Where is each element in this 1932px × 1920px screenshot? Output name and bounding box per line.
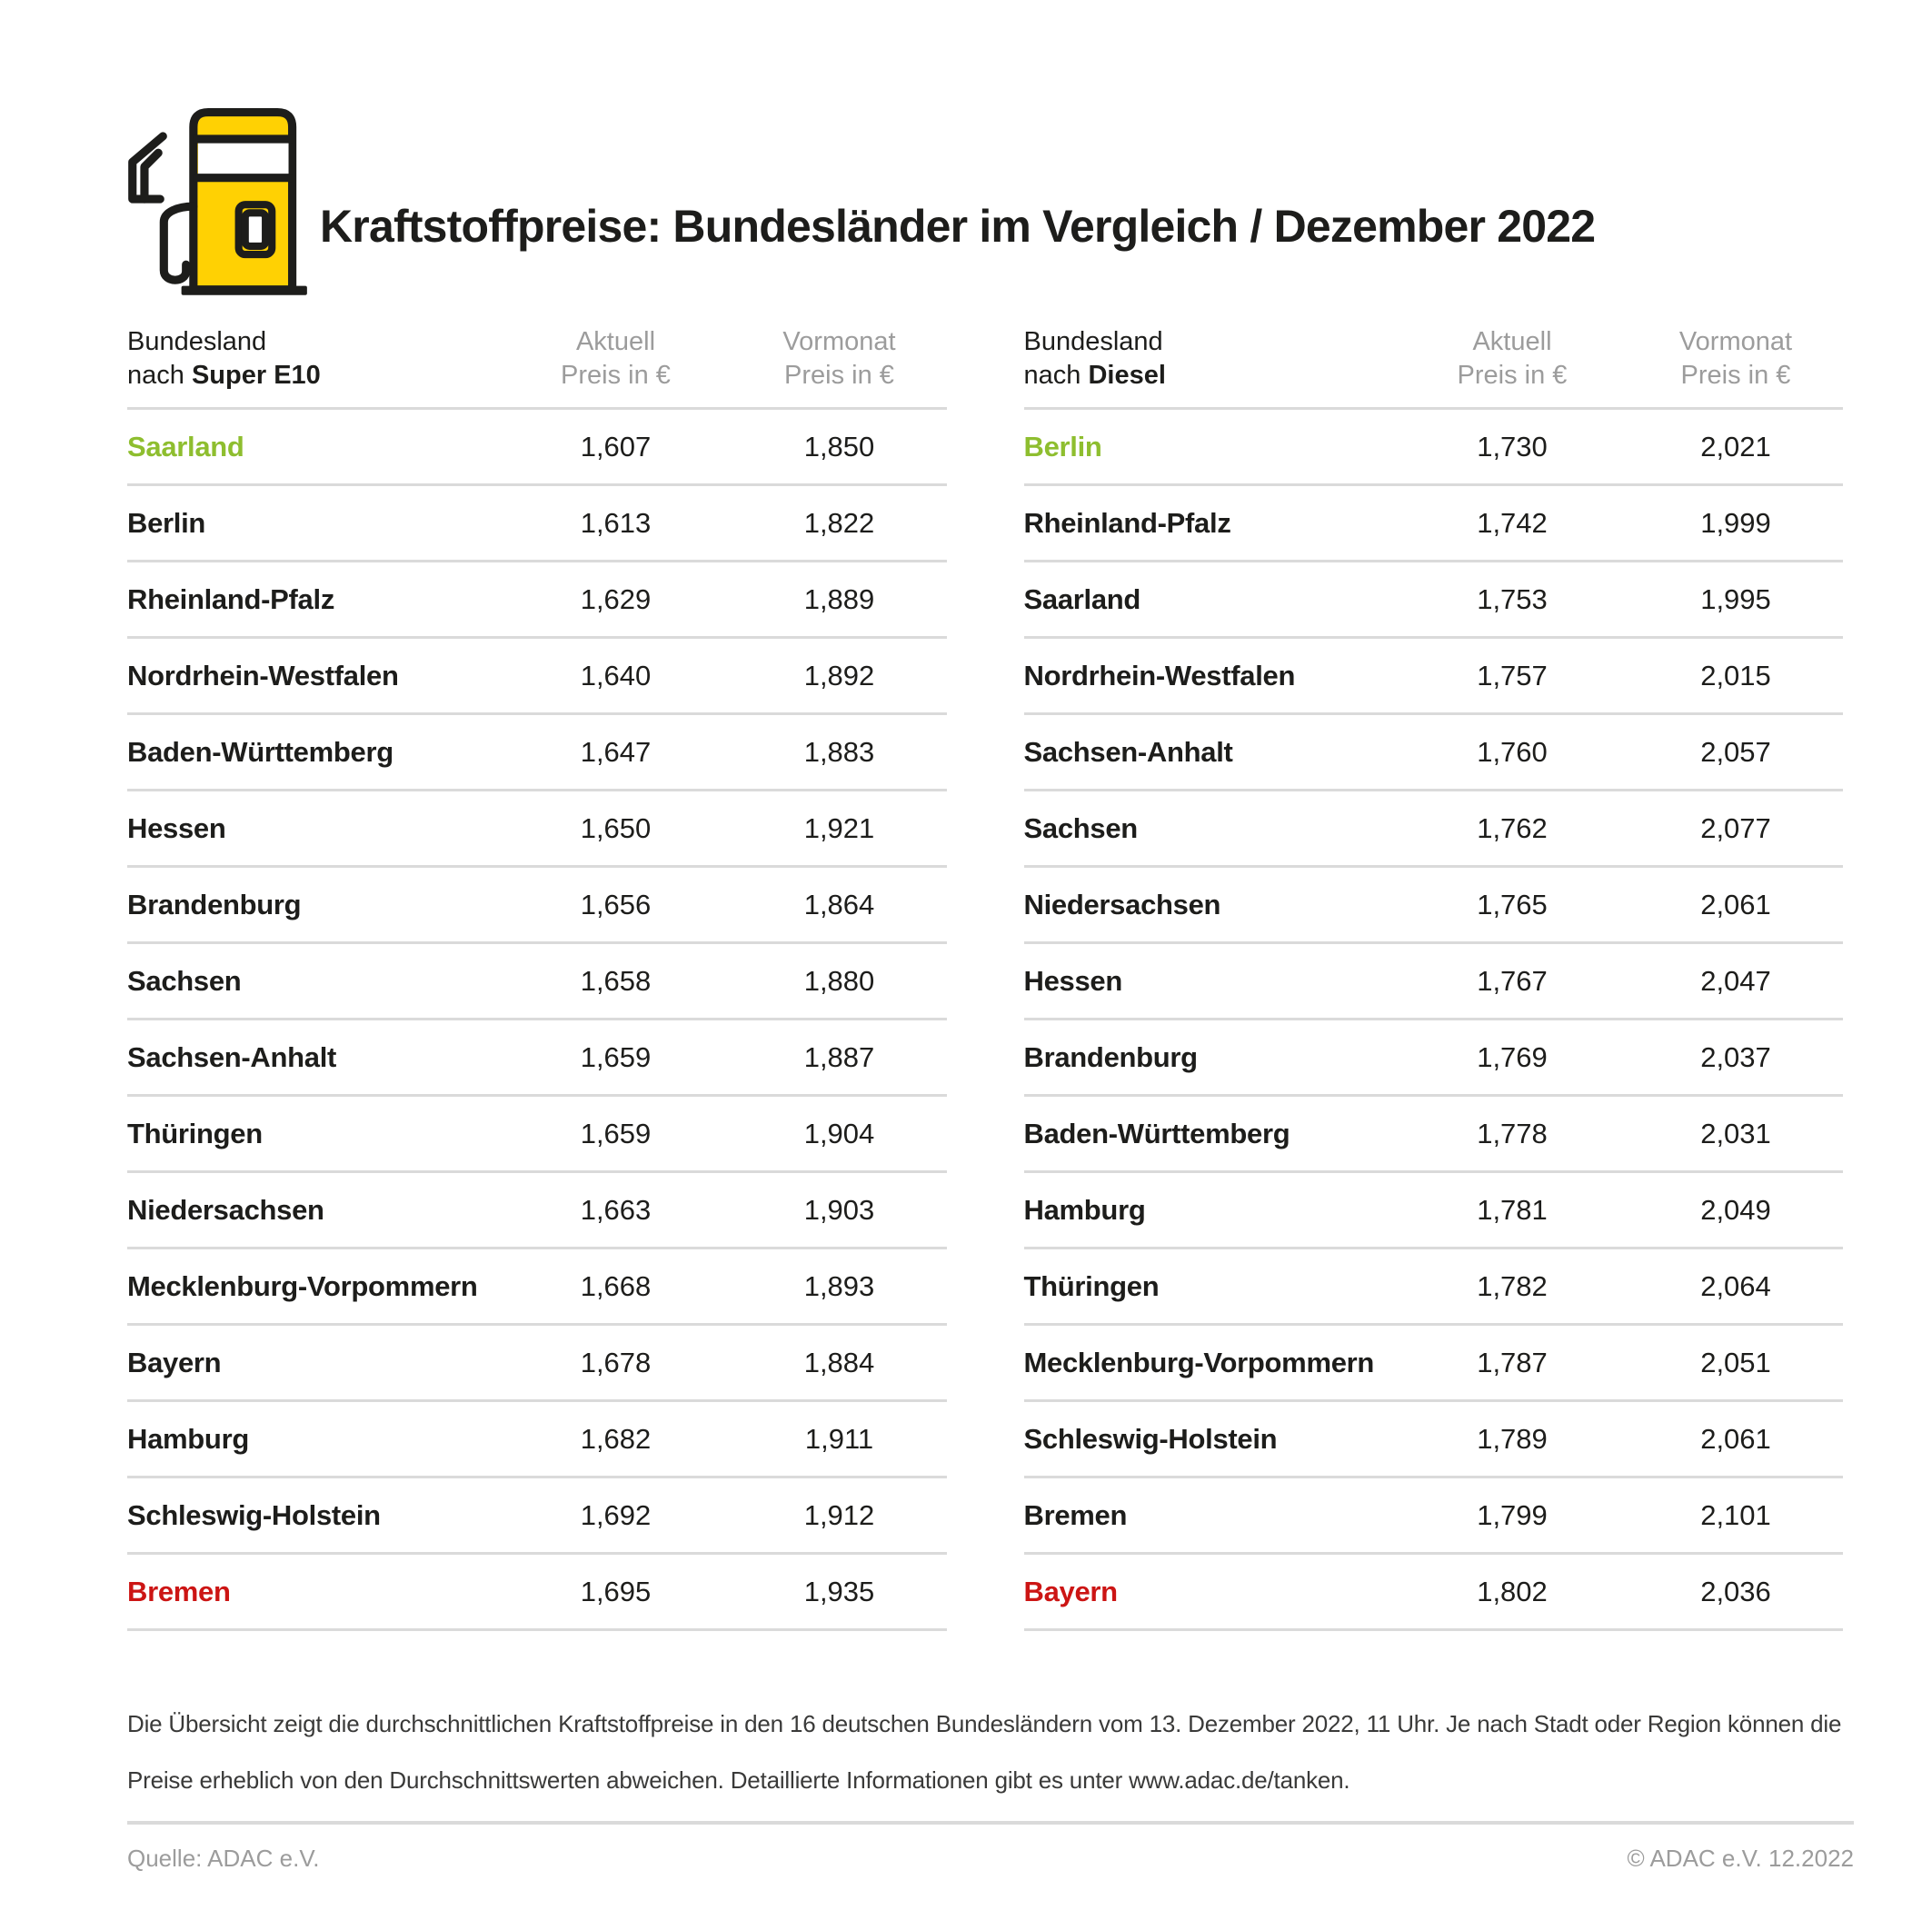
table-row (1024, 636, 1844, 712)
previous-price: 1,892 (803, 659, 875, 691)
previous-price: 1,887 (803, 1040, 875, 1073)
previous-price: 1,889 (803, 582, 875, 615)
state-name: Brandenburg (127, 888, 302, 920)
column-header-bundesland (127, 325, 525, 393)
state-name: Nordrhein-Westfalen (1023, 659, 1296, 691)
current-price: 1,607 (580, 430, 652, 463)
previous-price: 1,880 (803, 964, 875, 997)
state-name: Thüringen (1023, 1269, 1160, 1302)
footnote (127, 1696, 1872, 1808)
table-row (127, 1323, 947, 1399)
current-price: 1,656 (580, 888, 652, 920)
state-name: Hamburg (127, 1422, 249, 1455)
table-row (127, 1018, 947, 1094)
table-row (127, 1399, 947, 1476)
previous-price: 2,015 (1700, 659, 1771, 691)
current-price: 1,778 (1477, 1117, 1548, 1149)
current-price: 1,640 (580, 659, 652, 691)
state-name: Rheinland-Pfalz (127, 582, 335, 615)
price-tables (127, 325, 1843, 1631)
table-row (127, 789, 947, 865)
state-name: Hessen (127, 811, 226, 844)
table-row (1024, 712, 1844, 789)
state-name: Mecklenburg-Vorpommern (127, 1269, 478, 1302)
current-price: 1,647 (580, 735, 652, 768)
column-header-vormonat: Vormonat Preis in € (782, 327, 896, 390)
column-header-bundesland (1024, 325, 1422, 393)
column-header-vormonat: Vormonat Preis in € (1678, 327, 1793, 390)
current-price: 1,762 (1477, 811, 1548, 844)
table-row (1024, 789, 1844, 865)
previous-price: 2,049 (1700, 1193, 1771, 1226)
group-label: Bundesland (127, 327, 267, 356)
current-price: 1,757 (1477, 659, 1548, 691)
table-header-super-e10 (127, 325, 947, 407)
state-name: Baden-Württemberg (127, 735, 393, 768)
state-name: Berlin (1023, 430, 1102, 463)
table-diesel (1024, 325, 1844, 1631)
state-name: Thüringen (127, 1117, 263, 1149)
current-price: 1,787 (1477, 1346, 1548, 1378)
table-row (127, 560, 947, 636)
state-name: Saarland (1023, 582, 1141, 615)
current-price: 1,695 (580, 1575, 652, 1607)
state-name: Brandenburg (1023, 1040, 1198, 1073)
table-row (1024, 1247, 1844, 1323)
state-name: Bremen (1023, 1498, 1128, 1531)
fuel-pump-icon (96, 84, 309, 307)
previous-price: 1,822 (803, 506, 875, 539)
state-name: Bremen (127, 1575, 231, 1607)
current-price: 1,668 (580, 1269, 652, 1302)
table-super-e10 (127, 325, 947, 1631)
current-price: 1,769 (1477, 1040, 1548, 1073)
state-name: Sachsen (127, 964, 242, 997)
table-row (1024, 941, 1844, 1018)
table-row (127, 483, 947, 560)
current-price: 1,742 (1477, 506, 1548, 539)
state-name: Baden-Württemberg (1023, 1117, 1290, 1149)
state-name: Hessen (1023, 964, 1122, 997)
state-name: Sachsen-Anhalt (1023, 735, 1233, 768)
previous-price: 1,911 (804, 1422, 874, 1455)
state-name: Sachsen (1023, 811, 1138, 844)
current-price: 1,802 (1477, 1575, 1548, 1607)
state-name: Rheinland-Pfalz (1023, 506, 1231, 539)
current-price: 1,753 (1477, 582, 1548, 615)
table-row (1024, 1323, 1844, 1399)
table-row (127, 1094, 947, 1170)
table-row (127, 407, 947, 483)
current-price: 1,678 (580, 1346, 652, 1378)
current-price: 1,658 (580, 964, 652, 997)
previous-price: 2,037 (1700, 1040, 1771, 1073)
previous-price: 2,101 (1700, 1498, 1771, 1531)
current-price: 1,765 (1477, 888, 1548, 920)
current-price: 1,659 (580, 1117, 652, 1149)
table-row (127, 636, 947, 712)
page-title: Kraftstoffpreise: Bundesländer im Vergleich / Dezember 2022 (320, 201, 1596, 252)
table-row (1024, 483, 1844, 560)
state-name: Berlin (127, 506, 206, 539)
fuel-prefix: nach (1023, 361, 1089, 390)
previous-price: 1,850 (803, 430, 875, 463)
state-name: Niedersachsen (127, 1193, 324, 1226)
pump-hose (164, 206, 194, 280)
table-row (127, 712, 947, 789)
fuel-name: Diesel (1088, 361, 1166, 390)
previous-price: 1,921 (803, 811, 875, 844)
current-price: 1,629 (580, 582, 652, 615)
state-name: Niedersachsen (1023, 888, 1221, 920)
previous-price: 2,047 (1700, 964, 1771, 997)
previous-price: 2,021 (1700, 430, 1771, 463)
current-price: 1,789 (1477, 1422, 1548, 1455)
source-label: Quelle: ADAC e.V. (127, 1845, 320, 1872)
state-name: Saarland (127, 430, 244, 463)
table-row (127, 865, 947, 941)
table-rows-super-e10 (127, 407, 947, 1631)
current-price: 1,613 (580, 506, 652, 539)
previous-price: 1,904 (803, 1117, 875, 1149)
table-row (1024, 1170, 1844, 1247)
table-row (1024, 407, 1844, 483)
previous-price: 2,057 (1700, 735, 1771, 768)
footnote-line-2: Preise erheblich von den Durchschnittswerten abweichen. Detaillierte Informationen gibt es unter www.adac.de/tanken. (127, 1766, 1350, 1794)
column-header-aktuell: Aktuell Preis in € (1457, 327, 1568, 390)
group-label: Bundesland (1023, 327, 1163, 356)
previous-price: 1,912 (803, 1498, 875, 1531)
table-row (127, 1170, 947, 1247)
previous-price: 2,051 (1700, 1346, 1771, 1378)
previous-price: 1,864 (803, 888, 875, 920)
fuel-name: Super E10 (191, 361, 321, 390)
table-rows-diesel (1024, 407, 1844, 1631)
previous-price: 2,061 (1700, 888, 1771, 920)
state-name: Sachsen-Anhalt (127, 1040, 337, 1073)
source-row (127, 1845, 1854, 1873)
fuel-label-line (127, 359, 525, 393)
current-price: 1,782 (1477, 1269, 1548, 1302)
previous-price: 1,893 (803, 1269, 875, 1302)
footer-divider (127, 1821, 1854, 1825)
current-price: 1,781 (1477, 1193, 1548, 1226)
previous-price: 2,061 (1700, 1422, 1771, 1455)
fuel-prefix: nach (127, 361, 192, 390)
previous-price: 1,884 (803, 1346, 875, 1378)
previous-price: 2,077 (1700, 811, 1771, 844)
table-row (1024, 1094, 1844, 1170)
table-row (1024, 865, 1844, 941)
footnote-line-1: Die Übersicht zeigt die durchschnittlichen Kraftstoffpreise in den 16 deutschen Bundesländern vom 13. Dezember 2022, 11 Uhr. Je nach Stadt oder Region können die (127, 1710, 1842, 1737)
current-price: 1,799 (1477, 1498, 1548, 1531)
previous-price: 1,995 (1700, 582, 1771, 615)
table-header-diesel (1024, 325, 1844, 407)
state-name: Mecklenburg-Vorpommern (1023, 1346, 1375, 1378)
previous-price: 2,064 (1700, 1269, 1771, 1302)
current-price: 1,650 (580, 811, 652, 844)
fuel-label-line (1024, 359, 1422, 393)
column-header-aktuell: Aktuell Preis in € (561, 327, 671, 390)
current-price: 1,767 (1477, 964, 1548, 997)
previous-price: 2,031 (1700, 1117, 1771, 1149)
state-name: Schleswig-Holstein (127, 1498, 381, 1531)
current-price: 1,682 (580, 1422, 652, 1455)
previous-price: 1,883 (803, 735, 875, 768)
table-row (127, 941, 947, 1018)
state-name: Bayern (1023, 1575, 1118, 1607)
current-price: 1,663 (580, 1193, 652, 1226)
previous-price: 2,036 (1700, 1575, 1771, 1607)
current-price: 1,692 (580, 1498, 652, 1531)
current-price: 1,659 (580, 1040, 652, 1073)
current-price: 1,730 (1477, 430, 1548, 463)
table-row (1024, 1018, 1844, 1094)
current-price: 1,760 (1477, 735, 1548, 768)
state-name: Schleswig-Holstein (1023, 1422, 1278, 1455)
state-name: Nordrhein-Westfalen (127, 659, 399, 691)
table-row (1024, 560, 1844, 636)
state-name: Hamburg (1023, 1193, 1146, 1226)
previous-price: 1,999 (1700, 506, 1771, 539)
table-row (127, 1476, 947, 1552)
table-row (127, 1552, 947, 1628)
previous-price: 1,935 (803, 1575, 875, 1607)
state-name: Bayern (127, 1346, 222, 1378)
table-row (127, 1247, 947, 1323)
previous-price: 1,903 (803, 1193, 875, 1226)
table-row (1024, 1476, 1844, 1552)
copyright-label: © ADAC e.V. 12.2022 (1627, 1845, 1854, 1872)
table-row (1024, 1399, 1844, 1476)
table-row (1024, 1552, 1844, 1628)
